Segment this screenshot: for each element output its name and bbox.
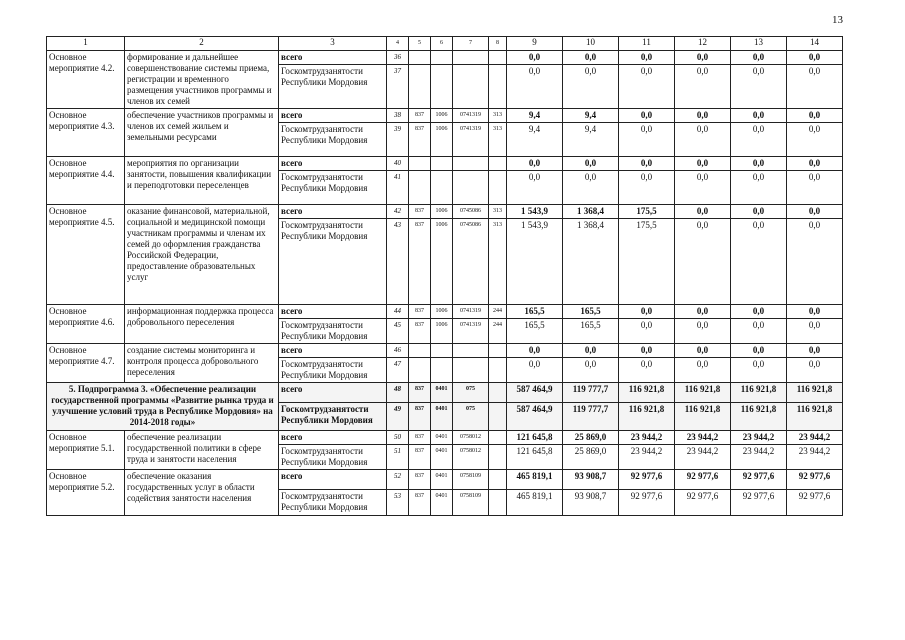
value-cell: 0,0 xyxy=(731,344,787,358)
value-cell: 0,0 xyxy=(787,51,843,65)
header-cell: 9 xyxy=(507,37,563,51)
row-index-cell: 40 xyxy=(387,157,409,171)
value-cell: 92 977,6 xyxy=(787,470,843,490)
value-cell: 0,0 xyxy=(619,319,675,344)
code-cell-c8 xyxy=(489,431,507,445)
code-cell-c5 xyxy=(409,157,431,171)
value-cell: 119 777,7 xyxy=(563,403,619,431)
code-cell-c5: 837 xyxy=(409,305,431,319)
header-cell: 6 xyxy=(431,37,453,51)
value-cell: 0,0 xyxy=(619,109,675,123)
activity-name: Основное мероприятие 5.2. xyxy=(47,470,125,516)
code-cell-c6: 0401 xyxy=(431,490,453,516)
header-cell: 7 xyxy=(453,37,489,51)
code-cell-c5: 837 xyxy=(409,470,431,490)
value-cell: 0,0 xyxy=(675,344,731,358)
header-cell: 11 xyxy=(619,37,675,51)
value-cell: 0,0 xyxy=(563,51,619,65)
code-cell-c7: 0741319 xyxy=(453,109,489,123)
value-cell: 92 977,6 xyxy=(731,470,787,490)
activity-description: создание системы мониторинга и контроля процесса добровольного переселения xyxy=(125,344,279,383)
value-cell: 0,0 xyxy=(787,205,843,219)
activity-description: мероприятия по организации занятости, повышения квалификации и переподготовки переселенцев xyxy=(125,157,279,205)
value-cell: 0,0 xyxy=(619,305,675,319)
row-index-cell: 37 xyxy=(387,65,409,109)
code-cell-c6 xyxy=(431,65,453,109)
value-cell: 116 921,8 xyxy=(787,383,843,403)
value-cell: 92 977,6 xyxy=(787,490,843,516)
activity-name: Основное мероприятие 4.6. xyxy=(47,305,125,344)
code-cell-c5: 837 xyxy=(409,205,431,219)
value-cell: 23 944,2 xyxy=(619,445,675,470)
code-cell-c7 xyxy=(453,157,489,171)
code-cell-c7: 0758109 xyxy=(453,470,489,490)
value-cell: 92 977,6 xyxy=(675,490,731,516)
code-cell-c6: 0401 xyxy=(431,470,453,490)
value-cell: 0,0 xyxy=(787,109,843,123)
code-cell-c5: 837 xyxy=(409,123,431,157)
header-cell: 1 xyxy=(47,37,125,51)
value-cell: 0,0 xyxy=(675,305,731,319)
value-cell: 25 869,0 xyxy=(563,445,619,470)
value-cell: 0,0 xyxy=(787,65,843,109)
executor-cell: всего xyxy=(279,431,387,445)
value-cell: 0,0 xyxy=(731,219,787,305)
value-cell: 0,0 xyxy=(787,358,843,383)
value-cell: 23 944,2 xyxy=(787,431,843,445)
row-index-cell: 41 xyxy=(387,171,409,205)
activity-description: информационная поддержка процесса добровольного переселения xyxy=(125,305,279,344)
value-cell: 0,0 xyxy=(731,123,787,157)
code-cell-c6 xyxy=(431,344,453,358)
value-cell: 165,5 xyxy=(507,319,563,344)
value-cell: 93 908,7 xyxy=(563,490,619,516)
header-cell: 5 xyxy=(409,37,431,51)
value-cell: 0,0 xyxy=(731,157,787,171)
value-cell: 0,0 xyxy=(507,51,563,65)
value-cell: 0,0 xyxy=(619,65,675,109)
value-cell: 165,5 xyxy=(563,319,619,344)
code-cell-c8 xyxy=(489,445,507,470)
value-cell: 0,0 xyxy=(675,219,731,305)
code-cell-c5 xyxy=(409,51,431,65)
value-cell: 0,0 xyxy=(731,305,787,319)
value-cell: 0,0 xyxy=(731,109,787,123)
value-cell: 0,0 xyxy=(507,65,563,109)
row-index-cell: 46 xyxy=(387,344,409,358)
row-index-cell: 43 xyxy=(387,219,409,305)
code-cell-c5 xyxy=(409,358,431,383)
value-cell: 0,0 xyxy=(787,219,843,305)
table-row xyxy=(47,157,843,171)
value-cell: 165,5 xyxy=(507,305,563,319)
value-cell: 175,5 xyxy=(619,205,675,219)
executor-cell: Госкомтрудзанятости Республики Мордовия xyxy=(279,403,387,431)
code-cell-c5: 837 xyxy=(409,109,431,123)
code-cell-c5: 837 xyxy=(409,219,431,305)
value-cell: 23 944,2 xyxy=(675,445,731,470)
header-cell: 10 xyxy=(563,37,619,51)
value-cell: 0,0 xyxy=(731,65,787,109)
value-cell: 9,4 xyxy=(507,109,563,123)
code-cell-c8: 244 xyxy=(489,305,507,319)
table-row xyxy=(47,383,843,403)
value-cell: 0,0 xyxy=(619,51,675,65)
row-index-cell: 51 xyxy=(387,445,409,470)
value-cell: 1 543,9 xyxy=(507,219,563,305)
code-cell-c8: 244 xyxy=(489,319,507,344)
value-cell: 0,0 xyxy=(619,123,675,157)
value-cell: 0,0 xyxy=(563,344,619,358)
executor-cell: Госкомтрудзанятости Республики Мордовия xyxy=(279,490,387,516)
code-cell-c7 xyxy=(453,171,489,205)
value-cell: 116 921,8 xyxy=(731,383,787,403)
budget-table xyxy=(46,36,843,516)
code-cell-c7: 0741319 xyxy=(453,123,489,157)
code-cell-c7: 075 xyxy=(453,383,489,403)
value-cell: 121 645,8 xyxy=(507,431,563,445)
code-cell-c7: 0758012 xyxy=(453,431,489,445)
code-cell-c6 xyxy=(431,358,453,383)
value-cell: 0,0 xyxy=(787,319,843,344)
value-cell: 0,0 xyxy=(675,358,731,383)
value-cell: 0,0 xyxy=(675,65,731,109)
activity-name: Основное мероприятие 4.4. xyxy=(47,157,125,205)
header-cell: 12 xyxy=(675,37,731,51)
value-cell: 1 368,4 xyxy=(563,219,619,305)
code-cell-c6: 0401 xyxy=(431,383,453,403)
value-cell: 0,0 xyxy=(619,344,675,358)
code-cell-c6: 0401 xyxy=(431,431,453,445)
code-cell-c6: 1006 xyxy=(431,123,453,157)
table-row xyxy=(47,344,843,358)
code-cell-c7: 0745086 xyxy=(453,219,489,305)
code-cell-c6: 1006 xyxy=(431,109,453,123)
executor-cell: всего xyxy=(279,51,387,65)
value-cell: 23 944,2 xyxy=(675,431,731,445)
value-cell: 0,0 xyxy=(675,319,731,344)
value-cell: 92 977,6 xyxy=(731,490,787,516)
code-cell-c6: 0401 xyxy=(431,403,453,431)
value-cell: 23 944,2 xyxy=(619,431,675,445)
value-cell: 0,0 xyxy=(619,157,675,171)
code-cell-c8 xyxy=(489,403,507,431)
value-cell: 0,0 xyxy=(787,157,843,171)
value-cell: 9,4 xyxy=(563,109,619,123)
value-cell: 0,0 xyxy=(675,123,731,157)
row-index-cell: 39 xyxy=(387,123,409,157)
executor-cell: всего xyxy=(279,157,387,171)
value-cell: 0,0 xyxy=(675,157,731,171)
code-cell-c7 xyxy=(453,344,489,358)
value-cell: 93 908,7 xyxy=(563,470,619,490)
value-cell: 0,0 xyxy=(787,305,843,319)
value-cell: 0,0 xyxy=(675,171,731,205)
value-cell: 0,0 xyxy=(675,205,731,219)
header-cell: 4 xyxy=(387,37,409,51)
value-cell: 119 777,7 xyxy=(563,383,619,403)
code-cell-c7: 0741319 xyxy=(453,305,489,319)
value-cell: 0,0 xyxy=(731,205,787,219)
table-row xyxy=(47,431,843,445)
activity-description: обеспечение оказания государственных услуг в области содействия занятости населения xyxy=(125,470,279,516)
code-cell-c6: 0401 xyxy=(431,445,453,470)
row-index-cell: 38 xyxy=(387,109,409,123)
code-cell-c8: 313 xyxy=(489,123,507,157)
value-cell: 1 543,9 xyxy=(507,205,563,219)
executor-cell: всего xyxy=(279,383,387,403)
row-index-cell: 50 xyxy=(387,431,409,445)
value-cell: 587 464,9 xyxy=(507,383,563,403)
code-cell-c7: 0758109 xyxy=(453,490,489,516)
executor-cell: Госкомтрудзанятости Республики Мордовия xyxy=(279,319,387,344)
code-cell-c7: 0745086 xyxy=(453,205,489,219)
value-cell: 0,0 xyxy=(619,358,675,383)
code-cell-c7 xyxy=(453,358,489,383)
value-cell: 0,0 xyxy=(507,344,563,358)
code-cell-c8 xyxy=(489,65,507,109)
code-cell-c7: 075 xyxy=(453,403,489,431)
code-cell-c8: 313 xyxy=(489,205,507,219)
value-cell: 465 819,1 xyxy=(507,490,563,516)
executor-cell: всего xyxy=(279,470,387,490)
row-index-cell: 49 xyxy=(387,403,409,431)
code-cell-c5: 837 xyxy=(409,319,431,344)
code-cell-c5 xyxy=(409,171,431,205)
value-cell: 587 464,9 xyxy=(507,403,563,431)
row-index-cell: 52 xyxy=(387,470,409,490)
code-cell-c8 xyxy=(489,383,507,403)
activity-name: Основное мероприятие 4.7. xyxy=(47,344,125,383)
row-index-cell: 47 xyxy=(387,358,409,383)
activity-name: Основное мероприятие 5.1. xyxy=(47,431,125,470)
executor-cell: Госкомтрудзанятости Республики Мордовия xyxy=(279,445,387,470)
value-cell: 0,0 xyxy=(731,358,787,383)
table-row xyxy=(47,51,843,65)
value-cell: 116 921,8 xyxy=(675,403,731,431)
value-cell: 0,0 xyxy=(731,51,787,65)
activity-description: обеспечение реализации государственной политики в сфере труда и занятости населения xyxy=(125,431,279,470)
page-number: 13 xyxy=(832,14,843,26)
value-cell: 92 977,6 xyxy=(619,470,675,490)
table-body xyxy=(47,37,843,516)
value-cell: 23 944,2 xyxy=(731,431,787,445)
code-cell-c8: 313 xyxy=(489,109,507,123)
value-cell: 0,0 xyxy=(507,171,563,205)
value-cell: 465 819,1 xyxy=(507,470,563,490)
activity-description: обеспечение участников программы и членов их семей жильем и земельными ресурсами xyxy=(125,109,279,157)
code-cell-c5 xyxy=(409,344,431,358)
activity-name: Основное мероприятие 4.2. xyxy=(47,51,125,109)
code-cell-c5: 837 xyxy=(409,383,431,403)
code-cell-c6: 1006 xyxy=(431,319,453,344)
activity-name: Основное мероприятие 4.3. xyxy=(47,109,125,157)
code-cell-c6: 1006 xyxy=(431,219,453,305)
executor-cell: всего xyxy=(279,205,387,219)
row-index-cell: 45 xyxy=(387,319,409,344)
code-cell-c6: 1006 xyxy=(431,305,453,319)
value-cell: 116 921,8 xyxy=(731,403,787,431)
activity-name: Основное мероприятие 4.5. xyxy=(47,205,125,305)
value-cell: 116 921,8 xyxy=(787,403,843,431)
header-row xyxy=(47,37,843,51)
value-cell: 1 368,4 xyxy=(563,205,619,219)
executor-cell: Госкомтрудзанятости Республики Мордовия xyxy=(279,65,387,109)
code-cell-c7 xyxy=(453,51,489,65)
value-cell: 116 921,8 xyxy=(675,383,731,403)
row-index-cell: 53 xyxy=(387,490,409,516)
value-cell: 92 977,6 xyxy=(675,470,731,490)
code-cell-c8 xyxy=(489,344,507,358)
row-index-cell: 48 xyxy=(387,383,409,403)
code-cell-c5: 837 xyxy=(409,431,431,445)
executor-cell: Госкомтрудзанятости Республики Мордовия xyxy=(279,123,387,157)
value-cell: 23 944,2 xyxy=(731,445,787,470)
row-index-cell: 36 xyxy=(387,51,409,65)
table-row xyxy=(47,470,843,490)
code-cell-c7: 0741319 xyxy=(453,319,489,344)
value-cell: 0,0 xyxy=(731,319,787,344)
code-cell-c8 xyxy=(489,171,507,205)
row-index-cell: 42 xyxy=(387,205,409,219)
code-cell-c7 xyxy=(453,65,489,109)
value-cell: 0,0 xyxy=(675,109,731,123)
code-cell-c8: 313 xyxy=(489,219,507,305)
value-cell: 121 645,8 xyxy=(507,445,563,470)
value-cell: 0,0 xyxy=(563,65,619,109)
executor-cell: Госкомтрудзанятости Республики Мордовия xyxy=(279,358,387,383)
code-cell-c5 xyxy=(409,65,431,109)
value-cell: 0,0 xyxy=(787,171,843,205)
code-cell-c8 xyxy=(489,51,507,65)
value-cell: 0,0 xyxy=(787,123,843,157)
table-row xyxy=(47,305,843,319)
code-cell-c8 xyxy=(489,157,507,171)
code-cell-c8 xyxy=(489,358,507,383)
header-cell: 2 xyxy=(125,37,279,51)
value-cell: 9,4 xyxy=(563,123,619,157)
value-cell: 0,0 xyxy=(507,157,563,171)
value-cell: 0,0 xyxy=(563,358,619,383)
code-cell-c8 xyxy=(489,490,507,516)
value-cell: 175,5 xyxy=(619,219,675,305)
code-cell-c6: 1006 xyxy=(431,205,453,219)
executor-cell: всего xyxy=(279,109,387,123)
subprogram-title: 5. Подпрограмма 3. «Обеспечение реализации государственной программы «Развитие рынка труда и улучшение условий труда в Республике Мордовия» на 2014-2018 годы» xyxy=(47,383,279,431)
header-cell: 8 xyxy=(489,37,507,51)
executor-cell: Госкомтрудзанятости Республики Мордовия xyxy=(279,219,387,305)
value-cell: 0,0 xyxy=(619,171,675,205)
activity-description: формирование и дальнейшее совершенствование системы приема, регистрации и временного размещения участников программы и членов их семей xyxy=(125,51,279,109)
executor-cell: Госкомтрудзанятости Республики Мордовия xyxy=(279,171,387,205)
value-cell: 0,0 xyxy=(507,358,563,383)
code-cell-c6 xyxy=(431,157,453,171)
value-cell: 0,0 xyxy=(563,171,619,205)
activity-description: оказание финансовой, материальной, социальной и медицинской помощи участникам программы и членам их семей до оформления гражданства Российской Федерации, предоставление образовательных услуг xyxy=(125,205,279,305)
code-cell-c5: 837 xyxy=(409,445,431,470)
code-cell-c6 xyxy=(431,171,453,205)
table-row xyxy=(47,205,843,219)
value-cell: 23 944,2 xyxy=(787,445,843,470)
value-cell: 0,0 xyxy=(675,51,731,65)
value-cell: 0,0 xyxy=(731,171,787,205)
value-cell: 0,0 xyxy=(563,157,619,171)
value-cell: 116 921,8 xyxy=(619,383,675,403)
code-cell-c8 xyxy=(489,470,507,490)
table-row xyxy=(47,109,843,123)
row-index-cell: 44 xyxy=(387,305,409,319)
value-cell: 116 921,8 xyxy=(619,403,675,431)
code-cell-c5: 837 xyxy=(409,403,431,431)
value-cell: 165,5 xyxy=(563,305,619,319)
code-cell-c5: 837 xyxy=(409,490,431,516)
value-cell: 0,0 xyxy=(787,344,843,358)
executor-cell: всего xyxy=(279,344,387,358)
header-cell: 13 xyxy=(731,37,787,51)
header-cell: 3 xyxy=(279,37,387,51)
header-cell: 14 xyxy=(787,37,843,51)
executor-cell: всего xyxy=(279,305,387,319)
value-cell: 92 977,6 xyxy=(619,490,675,516)
code-cell-c6 xyxy=(431,51,453,65)
value-cell: 9,4 xyxy=(507,123,563,157)
value-cell: 25 869,0 xyxy=(563,431,619,445)
code-cell-c7: 0758012 xyxy=(453,445,489,470)
